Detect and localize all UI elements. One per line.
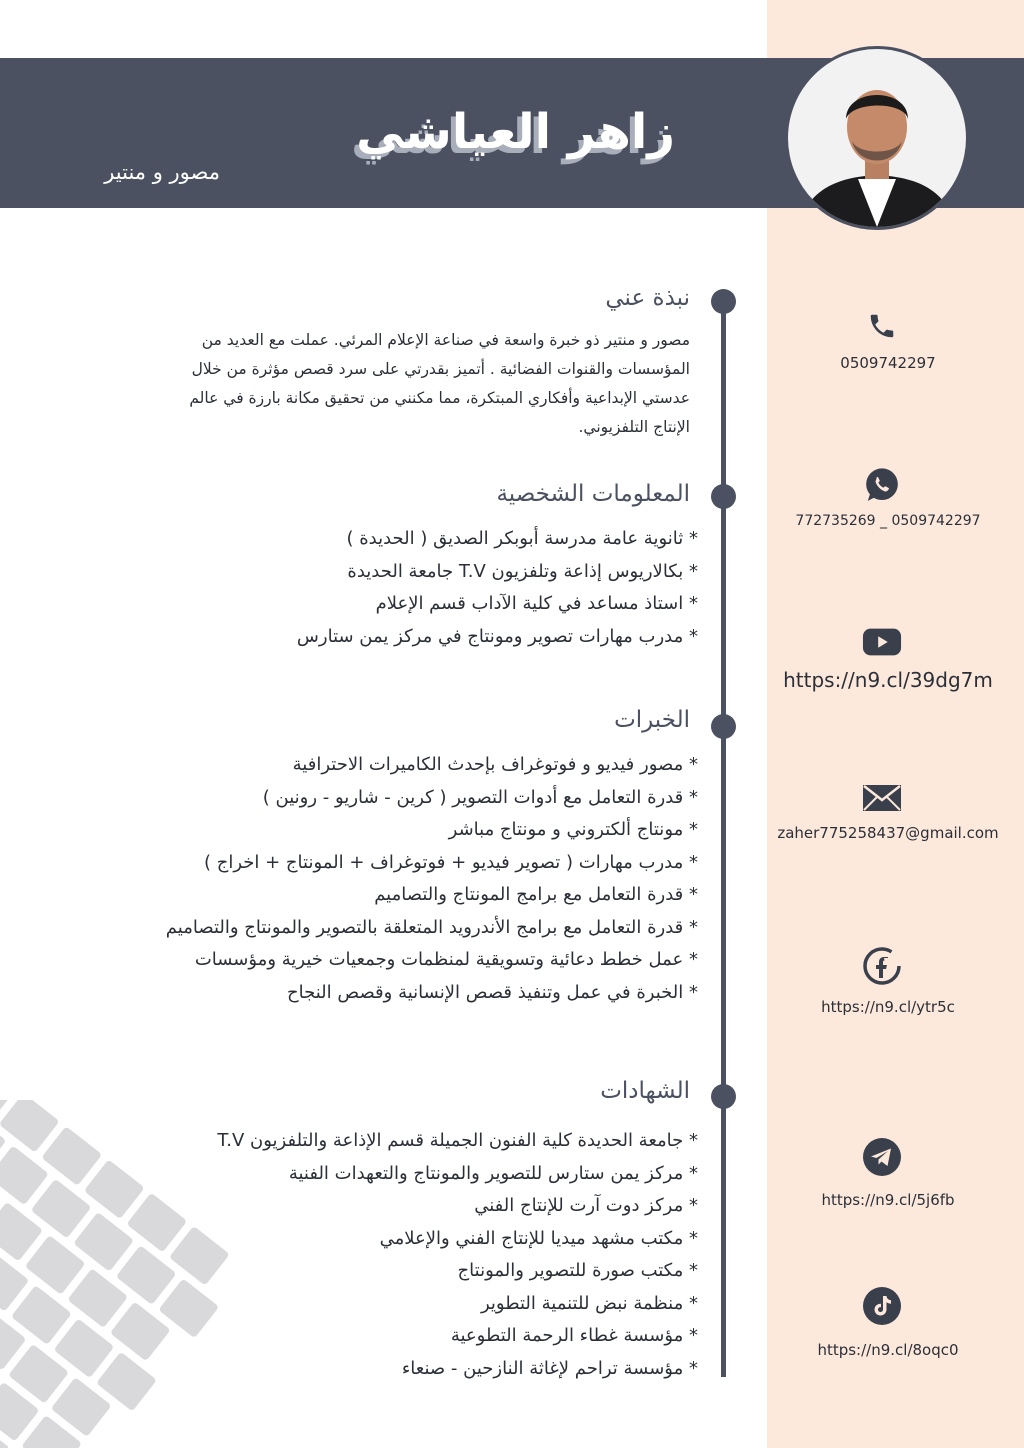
list-item: * عمل خطط دعائية وتسويقية لمنظمات وجمعيات خيرية ومؤسسات	[78, 944, 698, 977]
contact-whatsapp[interactable]: 772735269 _ 0509742297	[795, 513, 981, 529]
list-item: * مدرب مهارات ( تصوير فيديو + فوتوغراف + المونتاج + اخراج )	[78, 847, 698, 880]
tiktok-icon	[862, 1286, 902, 1326]
experience-list	[78, 749, 698, 1009]
timeline-dot	[711, 714, 736, 739]
keyboard-decoration	[0, 1100, 300, 1448]
job-title: مصور و منتير	[104, 160, 220, 184]
timeline-dot	[711, 484, 736, 509]
timeline-dot	[711, 1084, 736, 1109]
list-item: * مؤسسة غطاء الرحمة التطوعية	[78, 1320, 698, 1353]
about-title: نبذة عني	[605, 285, 690, 311]
youtube-icon	[862, 622, 902, 662]
contact-email[interactable]: zaher775258437@gmail.com	[777, 824, 999, 842]
about-text: مصور و منتير ذو خبرة واسعة في صناعة الإعلام المرئي. عملت مع العديد من المؤسسات والقنوات الفضائية . أتميز بقدرتي على سرد قصص مؤثرة من خلال عدستي الإبداعية وأفكاري المبتكرة، مما مكنني من تحقيق مكانة بارزة في عالم الإنتاج التلفزيوني.	[189, 331, 690, 436]
whatsapp-icon	[862, 465, 902, 505]
list-item: * بكالاريوس إذاعة وتلفزيون T.V جامعة الحديدة	[78, 556, 698, 589]
phone-icon	[862, 306, 902, 346]
list-item: * مكتب صورة للتصوير والمونتاج	[78, 1255, 698, 1288]
list-item: * قدرة التعامل مع أدوات التصوير ( كرين - شاريو - رونين )	[78, 782, 698, 815]
personal-info-title: المعلومات الشخصية	[496, 481, 690, 507]
list-item: * مركز دوت آرت للإنتاج الفني	[78, 1190, 698, 1223]
list-item: * مونتاج ألكتروني و مونتاج مباشر	[78, 814, 698, 847]
timeline-line	[721, 300, 726, 1377]
experience-title: الخبرات	[614, 707, 690, 733]
list-item: * قدرة التعامل مع برامج الأندرويد المتعلقة بالتصوير والمونتاج والتصاميم	[78, 912, 698, 945]
list-item: * الخبرة في عمل وتنفيذ قصص الإنسانية وقصص النجاح	[78, 977, 698, 1010]
profile-photo	[785, 46, 969, 230]
telegram-icon	[862, 1137, 902, 1177]
list-item: * جامعة الحديدة كلية الفنون الجميلة قسم الإذاعة والتلفزيون T.V	[78, 1125, 698, 1158]
certificates-title: الشهادات	[600, 1078, 690, 1104]
contact-phone[interactable]: 0509742297	[840, 354, 936, 372]
list-item: * مصور فيديو و فوتوغراف بإحدث الكاميرات الاحترافية	[78, 749, 698, 782]
list-item: * استاذ مساعد في كلية الآداب قسم الإعلام	[78, 588, 698, 621]
personal-info-list	[78, 523, 698, 653]
person-name: زاهر العياشي	[356, 104, 675, 160]
contact-tiktok[interactable]: https://n9.cl/8oqc0	[817, 1341, 959, 1359]
list-item: * منظمة نبض للتنمية التطوير	[78, 1288, 698, 1321]
contact-facebook[interactable]: https://n9.cl/ytr5c	[821, 998, 955, 1016]
list-item: * مدرب مهارات تصوير ومونتاج في مركز يمن ستارس	[78, 621, 698, 654]
list-item: * مكتب مشهد ميديا للإنتاج الفني والإعلامي	[78, 1223, 698, 1256]
list-item: * قدرة التعامل مع برامج المونتاج والتصاميم	[78, 879, 698, 912]
timeline-dot	[711, 289, 736, 314]
facebook-icon	[862, 946, 902, 986]
email-icon	[862, 778, 902, 818]
list-item: * مركز يمن ستارس للتصوير والمونتاج والتعهدات الفنية	[78, 1158, 698, 1191]
contact-youtube[interactable]: https://n9.cl/39dg7m	[783, 668, 993, 692]
list-item: * ثانوية عامة مدرسة أبوبكر الصديق ( الحديدة )	[78, 523, 698, 556]
contact-telegram[interactable]: https://n9.cl/5j6fb	[821, 1191, 955, 1209]
list-item: * مؤسسة تراحم لإغاثة النازحين - صنعاء	[78, 1353, 698, 1386]
